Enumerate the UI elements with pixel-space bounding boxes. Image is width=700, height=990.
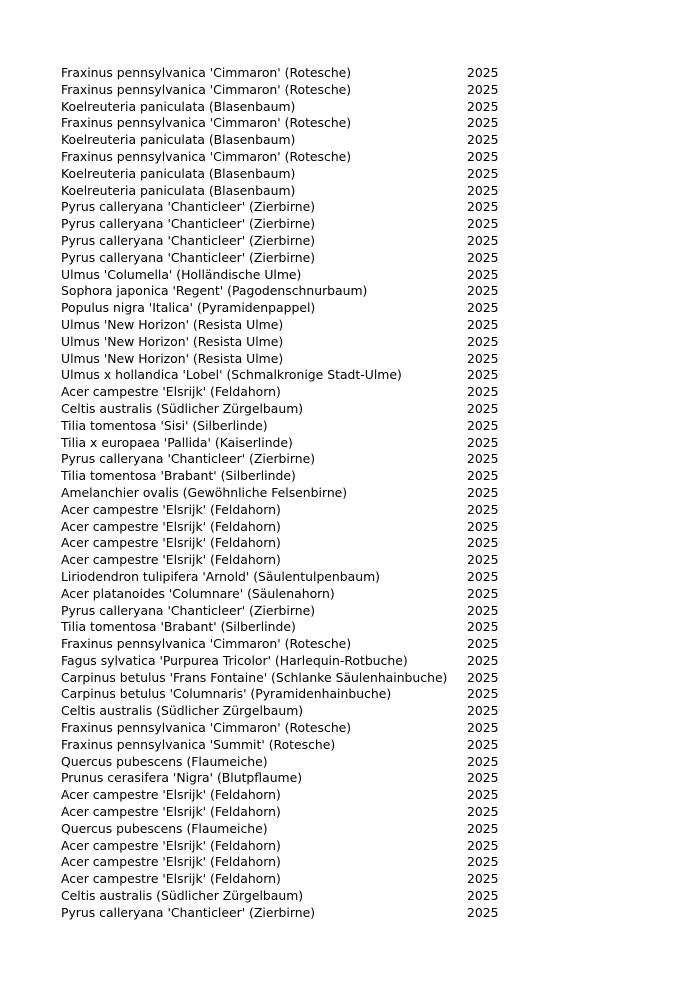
table-row: [61, 300, 521, 317]
tree-species-cell: Tilia tomentosa 'Sisi' (Silberlinde): [61, 417, 268, 433]
planting-year-cell: 2025: [467, 904, 499, 920]
tree-species-cell: Koelreuteria paniculata (Blasenbaum): [61, 98, 296, 114]
planting-year-cell: 2025: [467, 501, 499, 517]
table-row: [61, 250, 521, 267]
tree-species-cell: Acer campestre 'Elsrijk' (Feldahorn): [61, 787, 281, 803]
table-row: [61, 586, 521, 603]
table-row: [61, 99, 521, 116]
tree-species-cell: Sophora japonica 'Regent' (Pagodenschnurbaum): [61, 283, 368, 299]
table-row: [61, 519, 521, 536]
planting-year-cell: 2025: [467, 888, 499, 904]
planting-year-cell: 2025: [467, 333, 499, 349]
tree-species-cell: Pyrus calleryana 'Chanticleer' (Zierbirne): [61, 199, 316, 215]
planting-year-cell: 2025: [467, 350, 499, 366]
table-row: [61, 804, 521, 821]
planting-year-cell: 2025: [467, 81, 499, 97]
table-row: [61, 770, 521, 787]
planting-year-cell: 2025: [467, 636, 499, 652]
tree-species-cell: Quercus pubescens (Flaumeiche): [61, 753, 268, 769]
planting-year-cell: 2025: [467, 652, 499, 668]
tree-species-cell: Acer campestre 'Elsrijk' (Feldahorn): [61, 837, 281, 853]
table-row: [61, 905, 521, 922]
planting-year-cell: 2025: [467, 300, 499, 316]
table-row: [61, 603, 521, 620]
planting-year-cell: 2025: [467, 669, 499, 685]
tree-species-cell: Quercus pubescens (Flaumeiche): [61, 820, 268, 836]
planting-year-cell: 2025: [467, 804, 499, 820]
table-row: [61, 485, 521, 502]
tree-species-cell: Celtis australis (Südlicher Zürgelbaum): [61, 888, 304, 904]
tree-species-cell: Acer campestre 'Elsrijk' (Feldahorn): [61, 501, 281, 517]
table-row: [61, 401, 521, 418]
table-row: [61, 233, 521, 250]
table-row: [61, 636, 521, 653]
tree-species-cell: Fraxinus pennsylvanica 'Cimmaron' (Rotesche): [61, 720, 352, 736]
table-row: [61, 686, 521, 703]
planting-year-cell: 2025: [467, 770, 499, 786]
planting-year-cell: 2025: [467, 199, 499, 215]
tree-species-cell: Celtis australis (Südlicher Zürgelbaum): [61, 703, 304, 719]
tree-species-cell: Fagus sylvatica 'Purpurea Tricolor' (Harlequin-Rotbuche): [61, 652, 408, 668]
table-row: [61, 703, 521, 720]
tree-species-cell: Acer campestre 'Elsrijk' (Feldahorn): [61, 854, 281, 870]
planting-year-cell: 2025: [467, 417, 499, 433]
planting-year-cell: 2025: [467, 753, 499, 769]
planting-year-cell: 2025: [467, 132, 499, 148]
table-row: [61, 552, 521, 569]
table-row: [61, 149, 521, 166]
table-row: [61, 720, 521, 737]
planting-year-cell: 2025: [467, 216, 499, 232]
tree-species-cell: Koelreuteria paniculata (Blasenbaum): [61, 132, 296, 148]
tree-species-cell: Tilia tomentosa 'Brabant' (Silberlinde): [61, 619, 296, 635]
tree-species-cell: Acer campestre 'Elsrijk' (Feldahorn): [61, 804, 281, 820]
table-row: [61, 838, 521, 855]
table-row: [61, 199, 521, 216]
tree-species-cell: Amelanchier ovalis (Gewöhnliche Felsenbirne): [61, 484, 348, 500]
planting-year-cell: 2025: [467, 148, 499, 164]
table-row: [61, 451, 521, 468]
tree-species-cell: Pyrus calleryana 'Chanticleer' (Zierbirne): [61, 904, 316, 920]
tree-species-cell: Pyrus calleryana 'Chanticleer' (Zierbirne): [61, 249, 316, 265]
planting-year-cell: 2025: [467, 602, 499, 618]
planting-year-cell: 2025: [467, 182, 499, 198]
planting-year-cell: 2025: [467, 451, 499, 467]
table-row: [61, 367, 521, 384]
table-row: [61, 854, 521, 871]
planting-year-cell: 2025: [467, 619, 499, 635]
planting-year-cell: 2025: [467, 568, 499, 584]
tree-species-cell: Pyrus calleryana 'Chanticleer' (Zierbirne): [61, 216, 316, 232]
table-row: [61, 502, 521, 519]
planting-year-cell: 2025: [467, 720, 499, 736]
planting-year-cell: 2025: [467, 736, 499, 752]
planting-year-cell: 2025: [467, 552, 499, 568]
planting-year-cell: 2025: [467, 854, 499, 870]
planting-year-cell: 2025: [467, 518, 499, 534]
table-row: [61, 115, 521, 132]
table-row: [61, 821, 521, 838]
tree-species-cell: Acer campestre 'Elsrijk' (Feldahorn): [61, 518, 281, 534]
tree-species-cell: Pyrus calleryana 'Chanticleer' (Zierbirne): [61, 451, 316, 467]
planting-year-cell: 2025: [467, 787, 499, 803]
table-row: [61, 216, 521, 233]
table-row: [61, 351, 521, 368]
planting-year-cell: 2025: [467, 384, 499, 400]
table-row: [61, 871, 521, 888]
tree-species-cell: Acer campestre 'Elsrijk' (Feldahorn): [61, 552, 281, 568]
table-row: [61, 132, 521, 149]
table-row: [61, 653, 521, 670]
planting-year-cell: 2025: [467, 400, 499, 416]
tree-species-cell: Liriodendron tulipifera 'Arnold' (Säulentulpenbaum): [61, 568, 380, 584]
tree-species-cell: Tilia tomentosa 'Brabant' (Silberlinde): [61, 468, 296, 484]
table-row: [61, 435, 521, 452]
tree-species-cell: Pyrus calleryana 'Chanticleer' (Zierbirne): [61, 602, 316, 618]
table-row: [61, 283, 521, 300]
table-row: [61, 183, 521, 200]
planting-year-cell: 2025: [467, 232, 499, 248]
tree-species-cell: Acer campestre 'Elsrijk' (Feldahorn): [61, 871, 281, 887]
tree-species-cell: Celtis australis (Südlicher Zürgelbaum): [61, 400, 304, 416]
tree-species-cell: Koelreuteria paniculata (Blasenbaum): [61, 182, 296, 198]
table-row: [61, 569, 521, 586]
tree-species-cell: Fraxinus pennsylvanica 'Cimmaron' (Rotesche): [61, 81, 352, 97]
table-row: [61, 317, 521, 334]
planting-year-cell: 2025: [467, 820, 499, 836]
table-row: [61, 267, 521, 284]
tree-species-cell: Tilia x europaea 'Pallida' (Kaiserlinde): [61, 434, 293, 450]
planting-year-cell: 2025: [467, 283, 499, 299]
tree-species-cell: Fraxinus pennsylvanica 'Summit' (Rotesche): [61, 736, 336, 752]
tree-species-cell: Carpinus betulus 'Columnaris' (Pyramidenhainbuche): [61, 686, 392, 702]
planting-year-cell: 2025: [467, 468, 499, 484]
table-row: [61, 619, 521, 636]
tree-species-cell: Ulmus 'New Horizon' (Resista Ulme): [61, 350, 284, 366]
planting-year-cell: 2025: [467, 266, 499, 282]
tree-species-cell: Fraxinus pennsylvanica 'Cimmaron' (Rotesche): [61, 115, 352, 131]
tree-species-cell: Ulmus x hollandica 'Lobel' (Schmalkronige Stadt-Ulme): [61, 367, 402, 383]
planting-year-cell: 2025: [467, 837, 499, 853]
planting-year-cell: 2025: [467, 686, 499, 702]
table-row: [61, 334, 521, 351]
table-row: [61, 65, 521, 82]
table-row: [61, 418, 521, 435]
table-row: [61, 737, 521, 754]
tree-species-cell: Populus nigra 'Italica' (Pyramidenpappel): [61, 300, 316, 316]
table-row: [61, 535, 521, 552]
planting-year-cell: 2025: [467, 165, 499, 181]
planting-year-cell: 2025: [467, 115, 499, 131]
tree-species-cell: Ulmus 'New Horizon' (Resista Ulme): [61, 316, 284, 332]
tree-species-cell: Acer campestre 'Elsrijk' (Feldahorn): [61, 535, 281, 551]
planting-year-cell: 2025: [467, 316, 499, 332]
table-row: [61, 384, 521, 401]
tree-species-cell: Fraxinus pennsylvanica 'Cimmaron' (Rotesche): [61, 636, 352, 652]
table-row: [61, 888, 521, 905]
planting-year-cell: 2025: [467, 434, 499, 450]
tree-species-cell: Pyrus calleryana 'Chanticleer' (Zierbirne): [61, 232, 316, 248]
tree-species-cell: Koelreuteria paniculata (Blasenbaum): [61, 165, 296, 181]
planting-year-cell: 2025: [467, 585, 499, 601]
planting-year-cell: 2025: [467, 871, 499, 887]
planting-year-cell: 2025: [467, 367, 499, 383]
tree-species-cell: Ulmus 'Columella' (Holländische Ulme): [61, 266, 302, 282]
planting-year-cell: 2025: [467, 98, 499, 114]
planting-year-cell: 2025: [467, 249, 499, 265]
tree-species-cell: Acer platanoides 'Columnare' (Säulenahorn): [61, 585, 335, 601]
planting-year-cell: 2025: [467, 65, 499, 80]
table-row: [61, 468, 521, 485]
tree-species-cell: Acer campestre 'Elsrijk' (Feldahorn): [61, 384, 281, 400]
tree-species-cell: Carpinus betulus 'Frans Fontaine' (Schlanke Säulenhainbuche): [61, 669, 448, 685]
tree-list-table: [61, 65, 521, 922]
planting-year-cell: 2025: [467, 535, 499, 551]
tree-species-cell: Prunus cerasifera 'Nigra' (Blutpflaume): [61, 770, 303, 786]
tree-species-cell: Fraxinus pennsylvanica 'Cimmaron' (Rotesche): [61, 148, 352, 164]
table-row: [61, 670, 521, 687]
table-row: [61, 166, 521, 183]
planting-year-cell: 2025: [467, 703, 499, 719]
tree-species-cell: Ulmus 'New Horizon' (Resista Ulme): [61, 333, 284, 349]
planting-year-cell: 2025: [467, 484, 499, 500]
tree-species-cell: Fraxinus pennsylvanica 'Cimmaron' (Rotesche): [61, 65, 352, 80]
table-row: [61, 82, 521, 99]
table-row: [61, 754, 521, 771]
table-row: [61, 787, 521, 804]
